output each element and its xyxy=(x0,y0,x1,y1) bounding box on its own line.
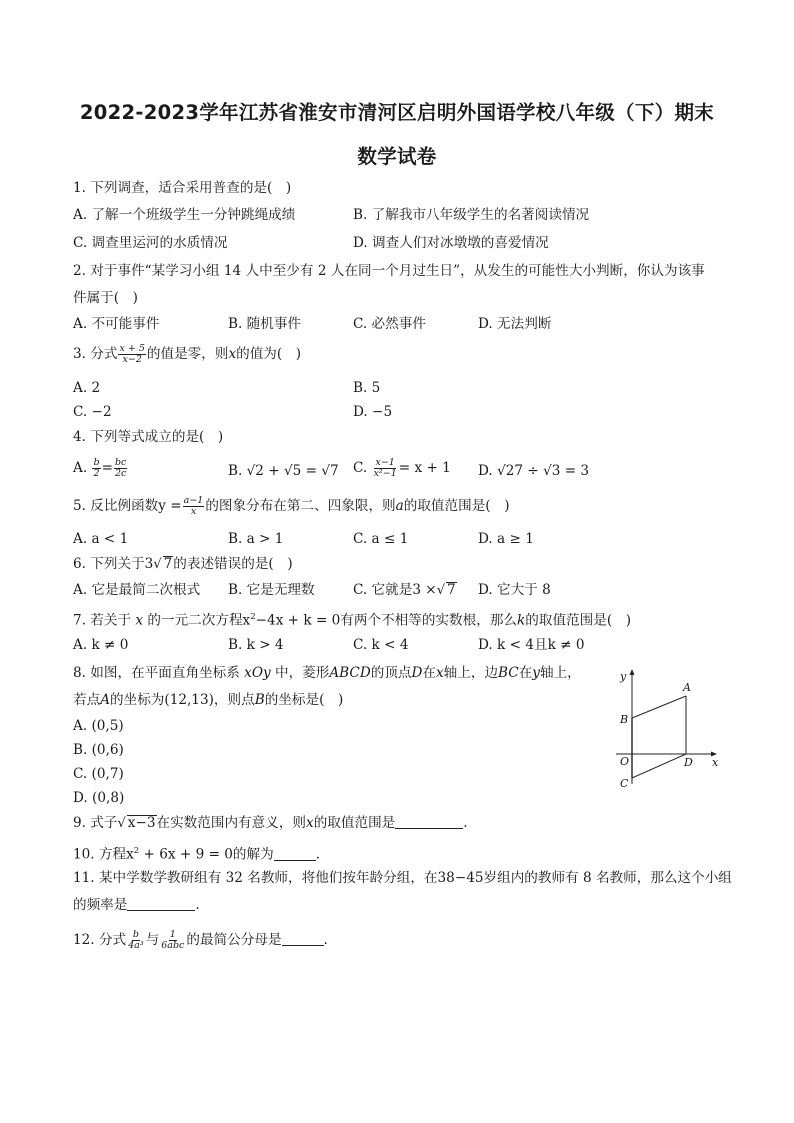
label-y: y xyxy=(620,670,627,683)
question-5-option-c: C. a ≤ 1 xyxy=(353,531,409,547)
question-4-option-b xyxy=(228,461,339,481)
q9-mid: 在实数范围内有意义，则 xyxy=(156,815,307,831)
rhombus-figure xyxy=(612,666,724,796)
question-7-exponent: 2 xyxy=(250,612,256,622)
question-8-stem-line2 xyxy=(73,690,343,710)
question-3-variable: x xyxy=(228,346,237,362)
question-2-option-a: A. 不可能事件 xyxy=(73,316,160,332)
q12-fraction-2 xyxy=(160,930,185,951)
question-1-option-a: A. 了解一个班级学生一分钟跳绳成绩 xyxy=(73,207,296,223)
question-6-option-c xyxy=(353,580,457,601)
question-3-suffix: 的值为( ) xyxy=(236,346,302,362)
q10-exponent: 2 xyxy=(133,846,140,856)
question-4-option-c-fraction xyxy=(373,458,398,479)
label-x: x xyxy=(712,756,719,769)
q12-end: . xyxy=(323,932,328,948)
question-1-option-c: C. 调查里运河的水质情况 xyxy=(73,235,228,251)
question-5-numerator: a−1 xyxy=(183,495,204,506)
label-a: A xyxy=(683,681,691,694)
radical-sign-icon: √ xyxy=(153,557,162,572)
question-7-var-k: k xyxy=(517,612,526,629)
question-6-option-d: D. 它大于 8 xyxy=(478,582,551,598)
question-4-option-c-label: C. xyxy=(353,460,368,476)
q11-end: . xyxy=(195,897,200,913)
q10-prefix: 10. 方程x xyxy=(73,846,134,863)
question-7-option-c: C. k < 4 xyxy=(353,637,409,653)
q8-text-e: 轴上，边 xyxy=(443,665,499,681)
q10-mid: + 6x + 9 = 0的解为 xyxy=(139,846,274,863)
q8-text-d: 在 xyxy=(422,665,436,681)
question-6-stem xyxy=(73,554,293,575)
edge-dc xyxy=(632,754,686,778)
question-4-option-a: A. $\frac{b}{2}$ = $\frac{bc}{2c}$ xyxy=(73,457,127,479)
question-5-prefix: 5. 反比例函数y = xyxy=(73,498,182,514)
question-5-option-d: D. a ≥ 1 xyxy=(478,531,534,547)
label-c: C xyxy=(620,777,629,790)
question-2-option-b: B. 随机事件 xyxy=(228,316,302,332)
question-3-prefix: 3. 分式 xyxy=(73,346,118,362)
question-4-option-d-label: D. xyxy=(478,463,493,479)
question-4-option-b-expression: √2 + √5 = √7 xyxy=(246,463,339,479)
question-8-option-c: C. (0,7) xyxy=(73,766,124,782)
answer-blank-9[interactable] xyxy=(395,814,463,829)
question-4-option-a-fraction-right xyxy=(114,458,127,479)
q9-prefix: 9. 式子 xyxy=(73,815,118,831)
q8-text-a: 8. 如图，在平面直角坐标系 xyxy=(73,665,240,681)
question-3-denominator: x−2 xyxy=(122,354,142,365)
question-7-option-a: A. k ≠ 0 xyxy=(73,637,129,653)
question-3-option-a: A. 2 xyxy=(73,380,101,396)
edge-ba xyxy=(632,696,686,718)
question-6-option-a: A. 它是最简二次根式 xyxy=(73,582,201,598)
question-8-stem-line1 xyxy=(73,663,581,683)
q11-text: 的频率是 xyxy=(73,897,128,913)
question-4-option-a-fraction-left xyxy=(92,458,100,479)
question-4-option-d xyxy=(478,461,589,481)
question-4-a-den1: 2 xyxy=(93,468,100,479)
question-5-stem xyxy=(73,496,510,517)
question-4-c-num: x−1 xyxy=(375,457,395,468)
q12-suffix: 的最简公分母是 xyxy=(186,932,282,948)
answer-blank-12[interactable] xyxy=(282,931,324,946)
question-5-suffix2: 的取值范围是( ) xyxy=(403,498,510,514)
q10-end: . xyxy=(315,846,321,863)
question-4-option-c xyxy=(353,458,451,479)
question-4-c-den: x²−1 xyxy=(373,468,397,479)
question-2-option-c: C. 必然事件 xyxy=(353,316,426,332)
question-4-a-num2: bc xyxy=(114,457,127,468)
question-1-option-b: B. 了解我市八年级学生的名著阅读情况 xyxy=(353,207,590,223)
question-6-prefix: 6. 下列关于3 xyxy=(73,556,154,572)
q8-x-axis-name: x xyxy=(436,665,444,681)
q8-point-b: B xyxy=(254,692,265,708)
question-11-line2 xyxy=(73,895,200,915)
question-1-option-d: D. 调查人们对冰墩墩的喜爱情况 xyxy=(353,235,549,251)
question-12 xyxy=(73,930,328,951)
question-3-option-d: D. −5 xyxy=(353,404,393,420)
question-5-option-a: A. a < 1 xyxy=(73,531,129,547)
question-6-option-c-radicand: 7 xyxy=(447,582,456,598)
exam-subtitle: 数学试卷 xyxy=(357,145,437,168)
radical-sign-icon: √ xyxy=(436,583,445,598)
question-7-stem-c: −4x + k = 0有两个不相等的实数根，那么 xyxy=(255,612,518,629)
q8-text-h: 若点 xyxy=(73,692,101,708)
question-8-option-a: A. (0,5) xyxy=(73,718,124,734)
answer-blank-10[interactable] xyxy=(274,846,316,861)
question-6-option-b: B. 它是无理数 xyxy=(228,582,315,598)
q12-den1: 4a³ xyxy=(128,940,144,951)
q8-coordinate-system: xOy xyxy=(244,665,271,681)
question-7-stem-b: 的一元二次方程x xyxy=(147,612,251,629)
question-10 xyxy=(73,841,320,865)
question-7-stem-d: 的取值范围是( ) xyxy=(525,612,632,629)
question-3-numerator: x + 5 xyxy=(119,343,145,354)
q9-suffix: 的取值范围是 xyxy=(313,815,396,831)
question-4-a-den2: 2c xyxy=(114,468,127,479)
question-7-option-d: D. k < 4且k ≠ 0 xyxy=(478,637,585,653)
q12-den2: 6abc xyxy=(161,940,185,951)
q9-end: . xyxy=(463,815,468,831)
answer-blank-11[interactable] xyxy=(127,896,195,911)
q12-prefix: 12. 分式 xyxy=(73,932,127,948)
label-o: O xyxy=(620,755,630,768)
radical-sign-icon: √ xyxy=(117,816,126,831)
q12-num2: 1 xyxy=(169,929,176,940)
q8-point-d: D xyxy=(411,665,423,681)
question-8-option-b: B. (0,6) xyxy=(73,742,124,758)
q9-radicand: x−3 xyxy=(127,815,156,831)
question-7-stem xyxy=(73,607,631,631)
q12-mid: 与 xyxy=(145,932,160,948)
y-axis-arrow-icon xyxy=(630,669,635,675)
question-6-option-c-prefix: C. 它就是3 × xyxy=(353,582,437,598)
question-4-option-d-expression: √27 ÷ √3 = 3 xyxy=(497,463,590,479)
q8-y-axis-name: y xyxy=(532,665,540,681)
q8-edge-bc: BC xyxy=(498,665,519,681)
question-5-variable: a xyxy=(395,498,404,514)
question-5-option-b: B. a > 1 xyxy=(228,531,284,547)
question-8-option-d: D. (0,8) xyxy=(73,790,125,806)
question-2-option-d: D. 无法判断 xyxy=(478,316,552,332)
question-5-suffix: 的图象分布在第二、四象限，则 xyxy=(205,498,396,514)
q8-text-g: 轴上， xyxy=(539,665,581,681)
q12-fraction-1 xyxy=(127,930,145,951)
label-d: D xyxy=(684,756,693,769)
question-6-suffix: 的表述错误的是( ) xyxy=(173,556,293,572)
q8-text-b: 中，菱形 xyxy=(274,665,330,681)
q12-num1: b xyxy=(132,929,139,940)
question-4-a-num1: b xyxy=(93,457,100,468)
q8-rhombus-name: ABCD xyxy=(329,665,371,681)
q9-variable: x xyxy=(306,815,314,831)
question-1-stem: 1. 下列调查，适合采用普查的是( ) xyxy=(73,180,292,196)
question-4-stem: 4. 下列等式成立的是( ) xyxy=(73,429,224,445)
question-7-option-b: B. k > 4 xyxy=(228,637,284,653)
question-3-option-c: C. −2 xyxy=(73,404,112,420)
question-2-stem-line1: 2. 对于事件“某学习小组 14 人中至少有 2 人在同一个月过生日”，从发生的可能性大小判断，你认为该事 xyxy=(73,263,705,279)
question-6-radicand: 7 xyxy=(163,556,173,572)
question-4-option-b-label: B. xyxy=(228,463,243,479)
q8-text-c: 的顶点 xyxy=(370,665,412,681)
question-3-stem xyxy=(73,344,301,365)
question-5-fraction xyxy=(183,496,205,517)
q8-text-j: 的坐标是( ) xyxy=(264,692,344,708)
question-5-denominator: x xyxy=(190,506,197,517)
q8-text-i: 的坐标为(12,13)，则点 xyxy=(110,692,255,708)
question-7-stem-a: 7. 若关于 xyxy=(73,612,132,629)
question-4-option-c-rhs: = x + 1 xyxy=(398,460,451,476)
question-2-stem-line2: 件属于( ) xyxy=(73,290,138,306)
question-3-fraction xyxy=(118,344,145,365)
label-b: B xyxy=(620,713,629,726)
q8-point-a: A xyxy=(100,692,111,708)
question-11-line1: 11. 某中学数学教研组有 32 名教师，将他们按年龄分组，在38−45岁组内的教师有 8 名教师，那么这个小组 xyxy=(73,870,732,886)
question-4-option-a-label: A. xyxy=(73,460,88,476)
question-3-mid: 的值是零，则 xyxy=(146,346,229,362)
question-7-var-x: x xyxy=(135,612,144,629)
question-3-option-b: B. 5 xyxy=(353,380,381,396)
exam-title: 2022-2023学年江苏省淮安市清河区启明外国语学校八年级（下）期末 xyxy=(79,101,715,124)
q8-text-f: 在 xyxy=(518,665,533,681)
question-9 xyxy=(73,813,468,834)
